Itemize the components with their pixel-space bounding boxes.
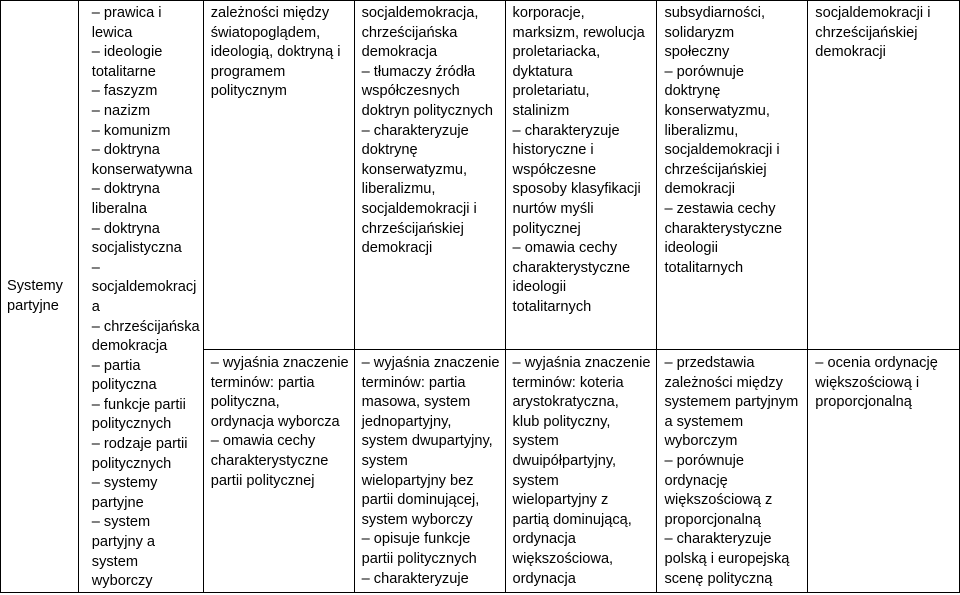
text-line: ideologii xyxy=(664,240,719,257)
text-line: sposoby klasyfikacji xyxy=(512,181,641,198)
text-line: – omawia cechy xyxy=(512,240,618,257)
r1c5-cell xyxy=(657,1,808,350)
text-line: – charakteryzuje xyxy=(361,122,469,139)
topic-line: socjalistyczna xyxy=(91,240,182,257)
topic-line: – system xyxy=(91,514,151,531)
topic-line: a xyxy=(91,298,100,315)
text-line: jednopartyjny, xyxy=(361,413,452,430)
row-label-line: Systemy xyxy=(7,277,63,294)
text-line: charakterystyczne xyxy=(512,259,631,276)
text-line: światopoglądem, xyxy=(210,24,321,41)
r2c6-cell xyxy=(808,350,960,593)
topic-line: – rodzaje partii xyxy=(91,436,188,453)
text-line: chrześcijańskiej xyxy=(815,24,918,41)
text-line: konserwatyzmu, xyxy=(664,102,770,119)
topic-line: – nazizm xyxy=(91,102,151,119)
text-line: większościową i xyxy=(815,374,920,391)
text-line: system xyxy=(512,472,559,489)
text-line: liberalizmu, xyxy=(664,122,739,139)
text-line: socjaldemokracja, xyxy=(361,5,479,21)
text-line: chrześcijańskiej xyxy=(361,220,464,237)
topic-line: – prawica i xyxy=(91,5,162,21)
text-line: terminów: partia xyxy=(210,374,315,391)
topic-line: – doktryna xyxy=(91,142,160,159)
text-line: ideologią, doktryną i xyxy=(210,44,341,61)
topic-line: – ideologie xyxy=(91,44,163,61)
text-line: – charakteryzuje xyxy=(664,531,772,548)
text-line: subsydiarności, xyxy=(664,5,766,21)
text-line: współczesne xyxy=(512,161,597,178)
r1c6-cell xyxy=(808,1,960,350)
topic-line: – chrześcijańska xyxy=(91,318,200,335)
text-line: polską i europejską xyxy=(664,550,790,567)
text-line: – porównuje xyxy=(664,63,744,80)
text-line: socjaldemokracji i xyxy=(815,5,931,21)
topic-line: partyjny a xyxy=(91,534,156,551)
r2c3-cell xyxy=(354,350,505,593)
topic-line: – komunizm xyxy=(91,122,171,139)
r1c3-cell xyxy=(354,1,505,350)
text-line: socjaldemokracji i xyxy=(664,142,780,159)
text-line: – wyjaśnia znaczenie xyxy=(361,355,500,371)
topic-line: polityczna xyxy=(91,377,157,394)
topic-line: konserwatywna xyxy=(91,161,193,178)
text-line: dwuipółpartyjny, xyxy=(512,452,617,469)
r2c4-cell xyxy=(505,350,657,593)
text-line: partii dominującej, xyxy=(361,492,480,509)
text-line: – charakteryzuje xyxy=(361,570,469,587)
text-line: proporcjonalną xyxy=(815,394,912,411)
topic-line: – systemy xyxy=(91,475,158,492)
text-line: totalitarnych xyxy=(512,298,592,315)
text-line: proporcjonalną xyxy=(664,511,762,528)
text-line: – charakteryzuje xyxy=(512,122,620,139)
row-label-line: partyjne xyxy=(7,297,59,314)
text-line: wielopartyjny z xyxy=(512,492,609,509)
text-line: – wyjaśnia znaczenie xyxy=(512,355,651,371)
text-line: chrześcijańska xyxy=(361,24,458,41)
row-label-cell xyxy=(1,1,79,593)
text-line: partią dominującą, xyxy=(512,511,632,528)
text-line: politycznej xyxy=(512,220,581,237)
topic-line: totalitarne xyxy=(91,63,156,80)
text-line: współczesnych xyxy=(361,83,460,100)
text-line: terminów: partia xyxy=(361,374,466,391)
r2c2-cell xyxy=(203,350,354,593)
text-line: ordynacja xyxy=(512,570,576,587)
text-line: – przedstawia xyxy=(664,355,755,371)
text-line: system xyxy=(361,452,408,469)
text-line: korporacje, xyxy=(512,5,585,21)
topic-line: – doktryna xyxy=(91,181,160,198)
text-line: liberalizmu, xyxy=(361,181,436,198)
topic-line: politycznych xyxy=(91,455,172,472)
text-line: – ocenia ordynację xyxy=(815,355,938,371)
text-line: masowa, system xyxy=(361,394,471,411)
text-line: charakterystyczne xyxy=(210,452,329,469)
text-line: proletariacka, xyxy=(512,44,601,61)
topic-line: wyborczy xyxy=(91,573,153,590)
text-line: demokracji xyxy=(664,181,736,198)
text-line: totalitarnych xyxy=(664,259,744,276)
text-line: – tłumaczy źródła xyxy=(361,63,476,80)
text-line: doktrynę xyxy=(664,83,721,100)
text-line: doktryn politycznych xyxy=(361,102,494,119)
text-line: scenę polityczną xyxy=(664,570,773,587)
topic-line: – partia xyxy=(91,357,141,374)
text-line: ordynacja wyborcza xyxy=(210,413,340,430)
text-line: proletariatu, xyxy=(512,83,590,100)
r1c2-cell xyxy=(203,1,354,350)
topic-line: – faszyzm xyxy=(91,83,158,100)
text-line: – porównuje xyxy=(664,452,744,469)
r1c4-cell xyxy=(505,1,657,350)
text-line: ordynację xyxy=(664,472,728,489)
text-line: ideologii xyxy=(512,279,567,296)
text-line: wyborczym xyxy=(664,433,738,450)
text-line: systemem partyjnym xyxy=(664,394,799,411)
text-line: – wyjaśnia znaczenie xyxy=(210,355,349,371)
topic-line: socjaldemokracj xyxy=(91,279,197,296)
text-line: – opisuje funkcje xyxy=(361,531,471,548)
text-line: system dwupartyjny, xyxy=(361,433,493,450)
topic-line: politycznych xyxy=(91,416,172,433)
text-line: politycznym xyxy=(210,83,287,100)
text-line: dyktatura xyxy=(512,63,573,80)
text-line: socjaldemokracji i xyxy=(361,200,477,217)
text-line: – zestawia cechy xyxy=(664,200,776,217)
text-line: chrześcijańskiej xyxy=(664,161,767,178)
text-line: ordynacja xyxy=(512,531,576,548)
topic-line: – xyxy=(91,259,100,276)
text-line: nurtów myśli xyxy=(512,200,594,217)
text-line: partii politycznych xyxy=(361,550,477,567)
topics-cell xyxy=(78,1,203,593)
text-line: większościową z xyxy=(664,492,773,509)
text-line: system xyxy=(512,433,559,450)
text-line: charakterystyczne xyxy=(664,220,783,237)
text-line: zależności między xyxy=(664,374,783,391)
topic-line: – funkcje partii xyxy=(91,396,186,413)
text-line: polityczna, xyxy=(210,394,280,411)
topic-line: system xyxy=(91,553,138,570)
topic-line: lewica xyxy=(91,24,133,41)
text-line: zależności między xyxy=(210,5,330,21)
text-line: partii politycznej xyxy=(210,472,315,489)
text-line: demokracja xyxy=(361,44,438,61)
text-line: większościowa, xyxy=(512,550,614,567)
text-line: konserwatyzmu, xyxy=(361,161,468,178)
r2c5-cell xyxy=(657,350,808,593)
text-line: arystokratyczna, xyxy=(512,394,619,411)
text-line: stalinizm xyxy=(512,102,570,119)
text-line: klub polityczny, xyxy=(512,413,611,430)
text-line: terminów: koteria xyxy=(512,374,624,391)
text-line: demokracji xyxy=(361,240,433,257)
text-line: – omawia cechy xyxy=(210,433,316,450)
text-line: a systemem xyxy=(664,413,744,430)
topic-line: liberalna xyxy=(91,200,147,217)
text-line: demokracji xyxy=(815,44,886,61)
text-line: solidaryzm xyxy=(664,24,735,41)
text-line: wielopartyjny bez xyxy=(361,472,474,489)
text-line: programem xyxy=(210,63,286,80)
text-line: system wyborczy xyxy=(361,511,473,528)
text-line: doktrynę xyxy=(361,142,418,159)
text-line: społeczny xyxy=(664,44,730,61)
topic-line: demokracja xyxy=(91,338,168,355)
topic-line: – doktryna xyxy=(91,220,160,237)
text-line: historyczne i xyxy=(512,142,594,159)
text-line: marksizm, rewolucja xyxy=(512,24,645,41)
topic-line: partyjne xyxy=(91,494,144,511)
